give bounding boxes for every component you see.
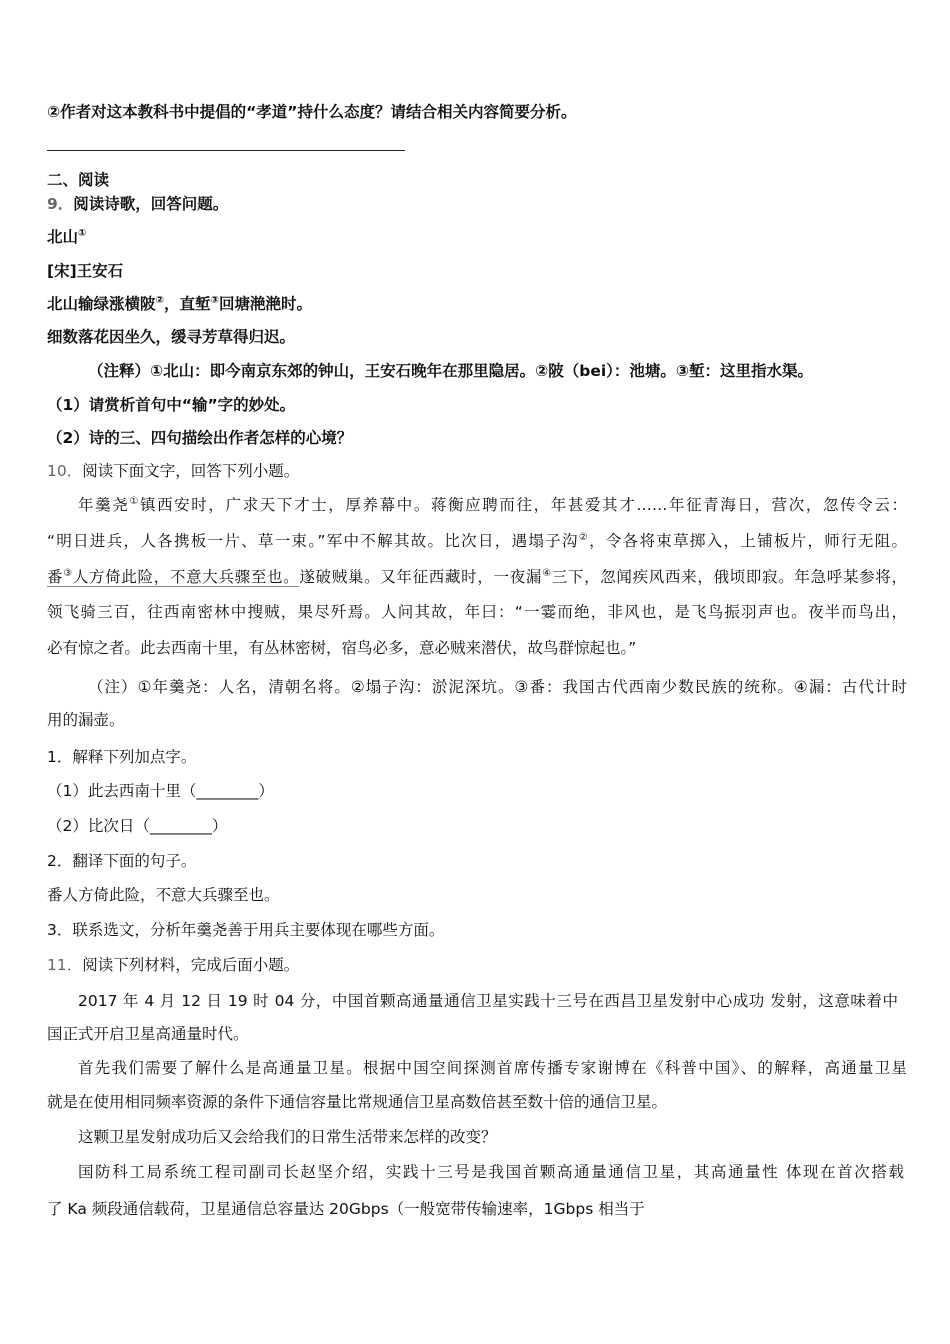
section-heading: 二、阅读 [47,171,110,189]
passage-note: （注）①年羹尧：人名，清朝名将。②塌子沟：淤泥深坑。③番：我国古代西南少数民族的统称。④漏：古代计时 [88,678,907,696]
passage-line: 就是在使用相同频率资源的条件下通信容量比常规通信卫星高数倍甚至数十倍的通信卫星。 [47,1093,668,1111]
poem-line-2: 细数落花因坐久，缓寻芳草得归迟。 [47,328,296,346]
text: 三下，忽闻疾风西来，俄顷即寂。年急呼某参将， [551,568,907,586]
passage-line [47,530,907,552]
text: ，令各将束草掷入，上铺板片，师行无阻。 [589,532,908,550]
footnote-mark: ③ [63,568,73,579]
footnote-mark: ① [129,496,140,507]
question-text: 阅读诗歌，回答问题。 [73,195,229,213]
question-number: 10． [47,462,83,480]
poem-title-text: 北山 [47,228,79,246]
question-number: 9． [47,195,74,213]
question-9-sub-2: （2）诗的三、四句描绘出作者怎样的心境？ [47,429,353,447]
text: 遂破贼巢。又年征西藏时，一夜漏 [299,568,543,586]
question-number: 11． [47,956,83,974]
question-text: 阅读下面文字，回答下列小题。 [82,462,300,480]
poem-line-1 [47,293,312,315]
text: 人方倚此险，不意大兵骤至也。 [72,568,300,586]
question-10-sub-1b: （2）比次日（________） [47,817,228,835]
text: 北山输绿涨横陂 [47,295,156,313]
underlined-sentence [47,568,299,586]
text: 年羹尧 [78,496,130,514]
passage-note: 用的漏壶。 [47,711,125,729]
footnote-mark: ② [155,295,164,306]
question-9-sub-1: （1）请赏析首句中“输”字的妙处。 [47,396,296,414]
passage-line: 国防科工局系统工程司副司长赵坚介绍，实践十三号是我国首颗高通量通信卫星，其高通量性 体现在首次搭载 [78,1163,904,1181]
passage-line [78,494,907,516]
passage-line: 领飞骑三百，往西南密林中搜贼，果尽歼焉。人问其故，年曰：“一霎而绝，非风也，是飞鸟振羽声也。夜半而鸟出， [47,603,907,621]
passage-line: 国正式开启卫星高通量时代。 [47,1025,249,1043]
question-10-sub-2: 2．翻译下面的句子。 [47,852,197,870]
passage-line: 了 Ka 频段通信载荷，卫星通信总容量达 20Gbps（一般宽带传输速率，1Gbps 相当于 [47,1200,645,1218]
passage-line [47,566,907,588]
question-text: 阅读下列材料，完成后面小题。 [82,956,300,974]
poem-note: （注释）①北山：即今南京东郊的钟山，王安石晚年在那里隐居。②陂（bei）：池塘。③堑：这里指水渠。 [88,362,814,380]
answer-line [47,150,405,151]
text: 番 [47,568,64,586]
question-10-sub-1a: （1）此去西南十里（________） [47,782,274,800]
passage-line: 首先我们需要了解什么是高通量卫星。根据中国空间探测首席传播专家谢博在《科普中国》、的解释，高通量卫星 [78,1059,907,1077]
question-11-title [47,954,299,976]
question-9-title [47,193,228,215]
question-10-sub-1: 1．解释下列加点字。 [47,748,197,766]
question-10-title [47,460,299,482]
passage-line: 这颗卫星发射成功后又会给我们的日常生活带来怎样的改变？ [78,1128,497,1146]
question-10-sub-3: 3．联系选文，分析年羹尧善于用兵主要体现在哪些方面。 [47,921,445,939]
text: ，直堑 [163,295,211,313]
footnote-mark: ③ [210,295,219,306]
poem-title [47,226,86,248]
passage-line: 2017 年 4 月 12 日 19 时 04 分，中国首颗高通量通信卫星实践十三号在西昌卫星发射中心成功 发射，这意味着中 [78,992,898,1010]
text: “明日进兵，人各携板一片、草一束。”军中不解其故。比次日，遇塌子沟 [47,532,579,550]
text: 回塘滟滟时。 [218,295,312,313]
footnote-mark: ② [578,532,590,543]
passage-line: 必有惊之者。此去西南十里，有丛林密树，宿鸟必多，意必贼来潜伏，故鸟群惊起也。” [47,639,637,657]
translation-sentence: 番人方倚此险，不意大兵骤至也。 [47,886,280,904]
text: 镇西安时，广求天下才士，厚养幕中。蒋衡应聘而往，年甚爱其才……年征青海日，营次，忽传令云： [139,496,907,514]
footnote-mark: ④ [542,568,552,579]
footnote-mark: ① [78,228,87,239]
question-8-2: ②作者对这本教科书中提倡的“孝道”持什么态度？请结合相关内容简要分析。 [47,103,577,121]
poem-author: [宋]王安石 [47,262,124,280]
